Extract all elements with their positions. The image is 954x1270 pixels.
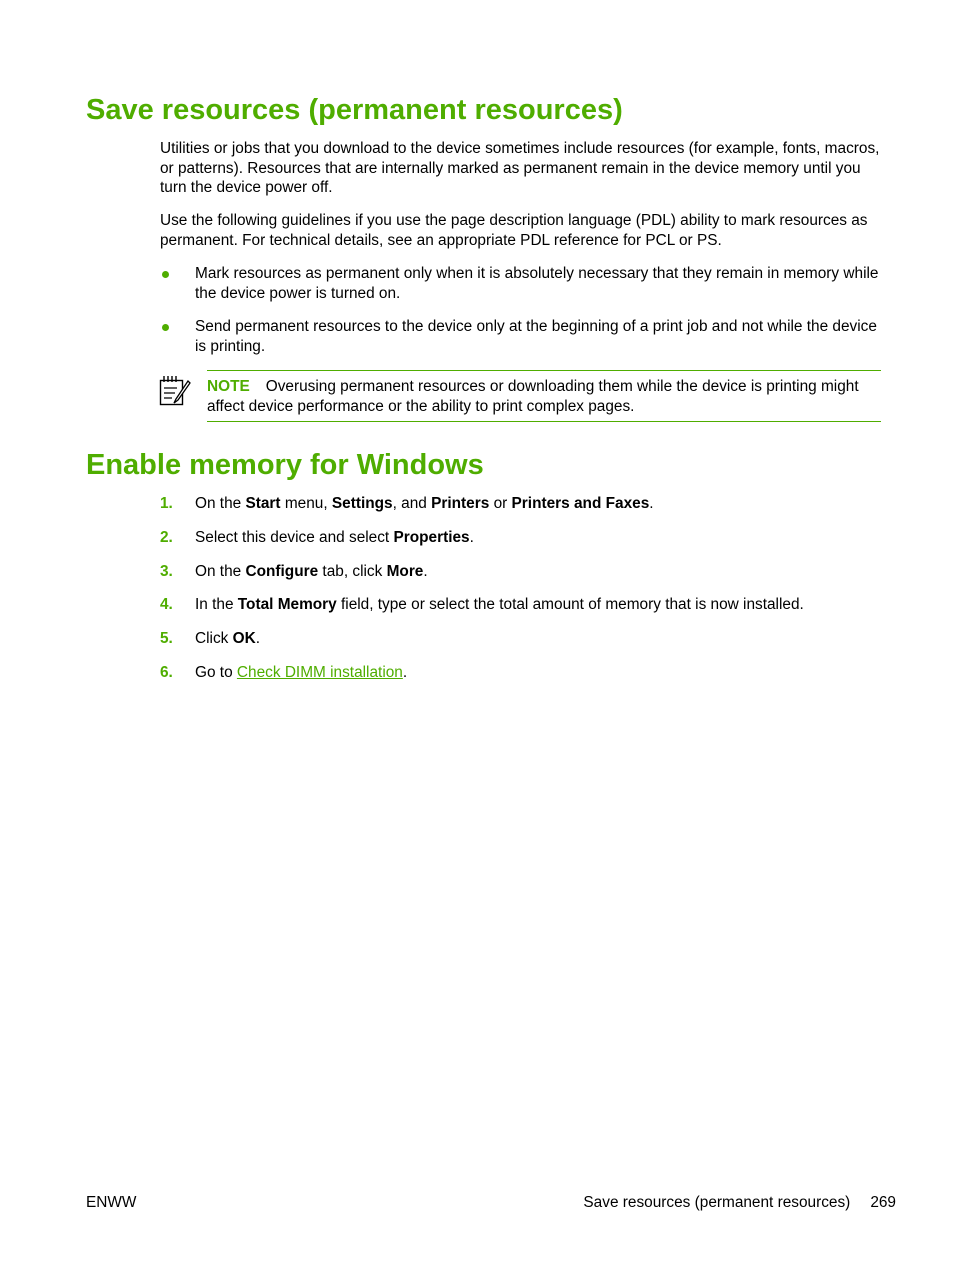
bullet-text: Send permanent resources to the device only at the beginning of a print job and not while the device is printing. — [195, 318, 877, 355]
step-emphasis: Start — [245, 495, 281, 512]
step-emphasis: More — [386, 563, 424, 580]
bullet-icon — [162, 324, 169, 331]
step-text — [195, 629, 260, 649]
step-item — [160, 629, 884, 649]
note-box — [207, 370, 881, 422]
step-item — [160, 562, 884, 582]
step-text-part: On the — [195, 495, 246, 512]
step-emphasis: Total Memory — [237, 596, 337, 613]
step-text-part: or — [489, 495, 512, 512]
step-item — [160, 595, 884, 615]
check-dimm-installation-link[interactable]: Check DIMM installation — [236, 664, 403, 681]
step-text-part: . — [402, 664, 408, 681]
step-text — [195, 562, 428, 582]
step-item — [160, 663, 884, 683]
step-text-part: . — [649, 495, 654, 512]
intro-paragraph: Utilities or jobs that you download to the device sometimes include resources (for example, fonts, macros, or patterns). Resources that are internally marked as permanent remain in the device memory until you turn the device power off. — [160, 140, 880, 197]
step-item — [160, 528, 884, 548]
note-text — [207, 377, 881, 416]
step-text-part: menu, — [280, 495, 332, 512]
step-text-part: Go to — [195, 664, 237, 681]
guidelines-paragraph: Use the following guidelines if you use the page description language (PDL) ability to mark resources as permanent. For technical details, see an appropriate PDL reference for PCL or PS. — [160, 212, 868, 249]
step-emphasis: Settings — [331, 495, 393, 512]
step-number: 2. — [160, 529, 173, 546]
section-title-save-resources: Save resources (permanent resources) — [86, 94, 623, 126]
step-text-part: In the — [195, 596, 238, 613]
step-emphasis: Properties — [393, 529, 470, 546]
step-number: 6. — [160, 664, 173, 681]
step-text-part: , and — [392, 495, 432, 512]
step-text-part: . — [423, 563, 428, 580]
step-text — [195, 595, 804, 615]
step-number: 1. — [160, 495, 173, 512]
step-item — [160, 494, 884, 514]
step-text — [195, 528, 474, 548]
step-emphasis: Printers and Faxes — [511, 495, 650, 512]
step-text-part: field, type or select the total amount of memory that is now installed. — [336, 596, 804, 613]
step-text — [195, 494, 654, 514]
step-text — [195, 663, 407, 683]
bullet-text: Mark resources as permanent only when it is absolutely necessary that they remain in memory while the device power is turned on. — [195, 265, 879, 302]
step-text-part: On the — [195, 563, 246, 580]
step-text-part: Click — [195, 630, 233, 647]
step-number: 5. — [160, 630, 173, 647]
step-text-part: Select this device and select — [195, 529, 394, 546]
step-number: 4. — [160, 596, 173, 613]
step-text-part: tab, click — [318, 563, 387, 580]
footer-section-title: Save resources (permanent resources) — [583, 1194, 851, 1211]
note-label: NOTE — [207, 378, 250, 395]
footer-left-label: ENWW — [86, 1194, 137, 1211]
step-text-part: . — [469, 529, 474, 546]
section-title-enable-memory: Enable memory for Windows — [86, 449, 484, 481]
bullet-icon — [162, 271, 169, 278]
step-emphasis: OK — [232, 630, 256, 647]
step-emphasis: Configure — [245, 563, 319, 580]
note-pad-icon — [158, 373, 192, 407]
step-number: 3. — [160, 563, 173, 580]
page-number: 269 — [870, 1194, 896, 1211]
step-text-part: . — [255, 630, 260, 647]
footer-right — [583, 1193, 896, 1212]
step-emphasis: Printers — [431, 495, 490, 512]
note-body: Overusing permanent resources or downloading them while the device is printing might affect device performance or the ability to print complex pages. — [207, 378, 859, 415]
